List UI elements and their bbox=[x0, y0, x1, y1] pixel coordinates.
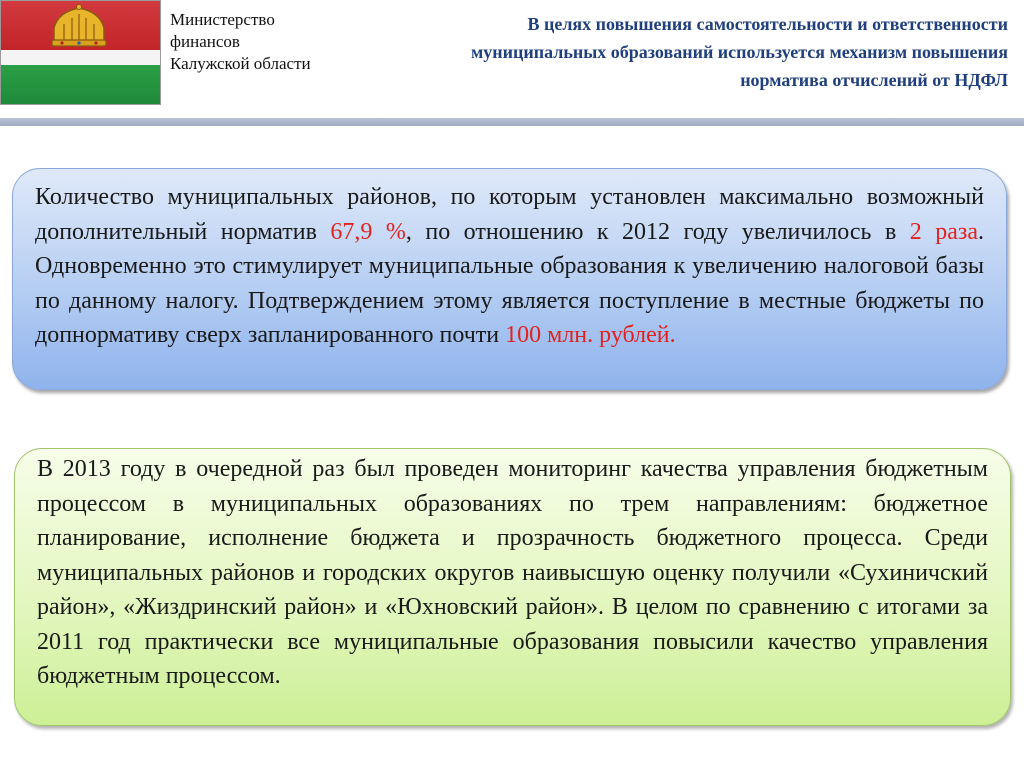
panel2-text: В 2013 году в очередной раз был проведен мониторинг качества управления бюджетным процессом в муниципальных образованиях по трем направлениям: бюджетное планирование, исполнение бюджета и прозрачность бюджетного процесса. Среди муниципальных районов и городских округов наивысшую оценку получили «Сухиничский район», «Жиздринский район» и «Юхновский район». В целом по сравнению с итогами за 2011 год практически все муниципальные образования повысили качество управления бюджетным процессом. bbox=[37, 456, 988, 689]
ministry-name bbox=[170, 9, 360, 75]
page-title: В целях повышения самостоятельности и ответственности муниципальных образований используется механизм повышения норматива отчислений от НДФЛ bbox=[470, 14, 1008, 90]
crown-icon bbox=[48, 4, 110, 48]
panel1-highlight-times: 2 раза bbox=[909, 218, 979, 245]
panel1-text-part3: . Одновременно это стимулирует муниципальные образования к увеличению налоговой базы по данному налогу. Подтверждением этому является поступление в местные бюджеты по допнормативу сверх запланированного почти bbox=[35, 218, 985, 348]
panel1-text-part1: Количество муниципальных районов, по которым установлен максимально возможный дополнительный норматив bbox=[35, 184, 984, 245]
panel1-highlight-amount: 100 млн. рублей. bbox=[505, 322, 676, 348]
ministry-line-3: Калужской области bbox=[170, 54, 311, 73]
ministry-line-2: финансов bbox=[170, 32, 240, 51]
ministry-line-1: Министерство bbox=[170, 10, 275, 29]
kaluga-flag-emblem bbox=[0, 0, 161, 105]
header-divider bbox=[0, 118, 1024, 126]
flag-green-stripe bbox=[1, 65, 160, 104]
panel1-highlight-percent: 67,9 % bbox=[330, 218, 406, 245]
panel1-text-part2: , по отношению к 2012 году увеличилось в bbox=[405, 218, 910, 245]
monitoring-info-panel bbox=[14, 448, 1011, 726]
ndfl-info-panel bbox=[12, 168, 1007, 390]
flag-white-stripe bbox=[1, 50, 160, 64]
